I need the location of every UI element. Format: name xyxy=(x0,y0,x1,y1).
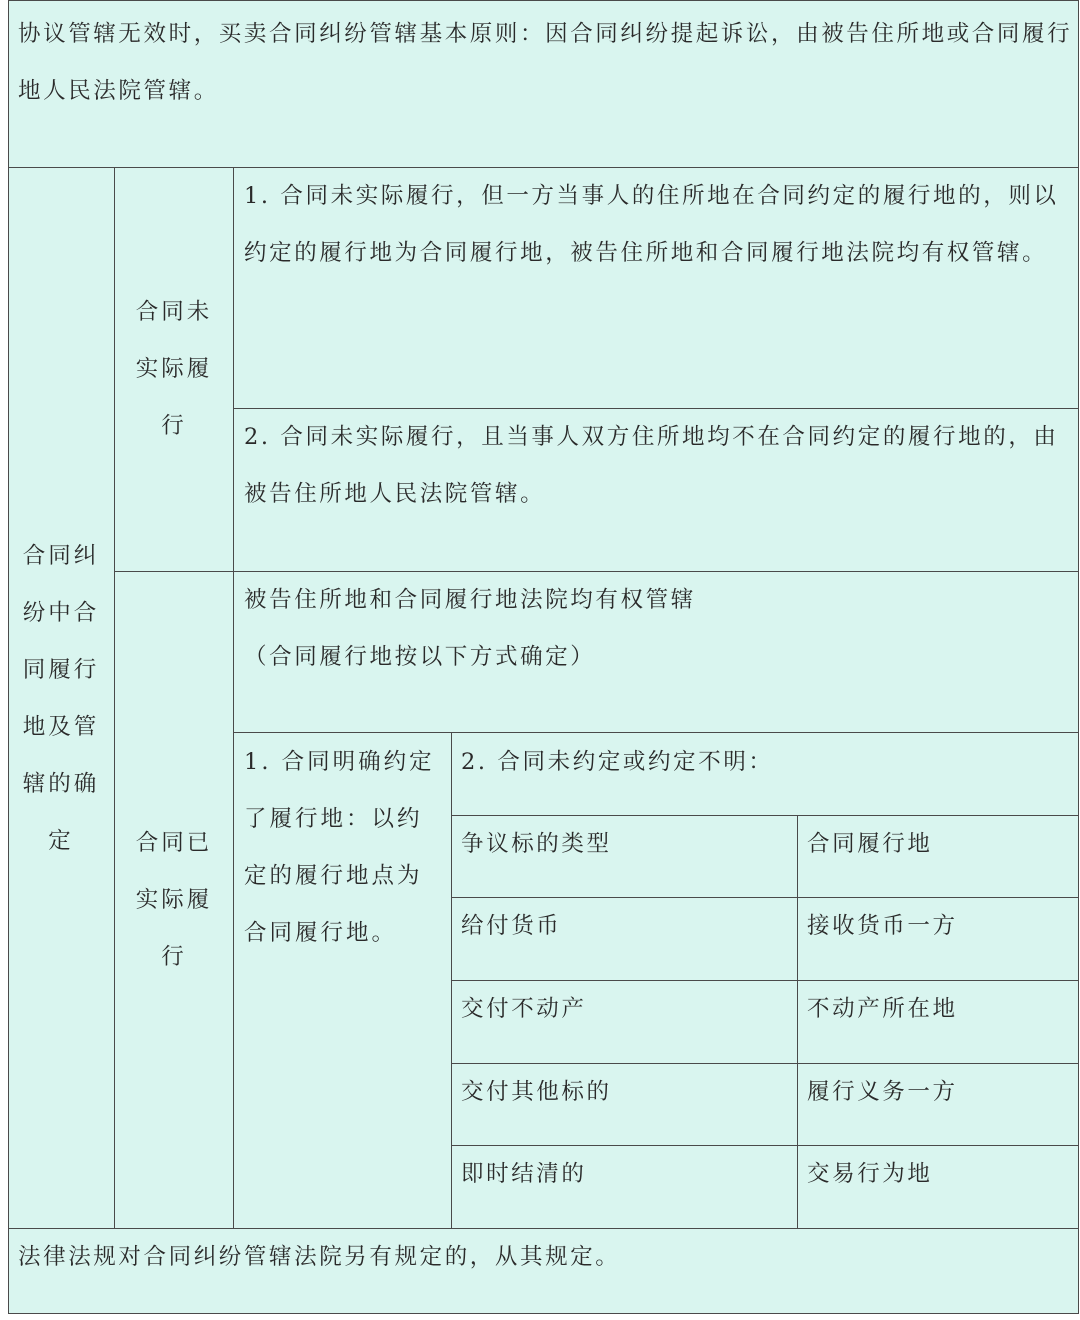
not-performed-label-line-2: 实际履 xyxy=(135,356,213,382)
border-right xyxy=(1078,0,1079,1314)
performed-intro-line-2: （合同履行地按以下方式确定） xyxy=(244,644,596,670)
not-performed-label-line-3: 行 xyxy=(161,413,187,439)
subtable-row-1-place: 接收货币一方 xyxy=(807,913,958,939)
performed-intro xyxy=(244,572,1074,686)
section-label-line-2: 纷中合 xyxy=(22,600,100,626)
subtable-row-3-type: 交付其他标的 xyxy=(461,1079,612,1105)
performed-label-line-1: 合同已 xyxy=(135,830,213,856)
performed-label-line-3: 行 xyxy=(161,944,187,970)
subtable-header-performance-place: 合同履行地 xyxy=(807,831,933,857)
top-row-text: 协议管辖无效时，买卖合同纠纷管辖基本原则：因合同纠纷提起诉讼，由被告住所地或合同履行地人民法院管辖。 xyxy=(18,21,1073,104)
rule-section-column xyxy=(114,167,115,1229)
performed-rule-1: 1. 合同明确约定了履行地：以约定的履行地点为合同履行地。 xyxy=(244,749,435,946)
border-top xyxy=(8,0,1079,1)
jurisdiction-table xyxy=(8,0,1079,1314)
rule-after-performed-intro xyxy=(233,732,1079,733)
section-label xyxy=(14,528,108,870)
rule-subtable-middle xyxy=(797,815,798,1229)
section-label-line-5: 辖的确 xyxy=(22,771,100,797)
subtable-row-4-type: 即时结清的 xyxy=(461,1161,587,1187)
not-performed-rule-1: 1. 合同未实际履行，但一方当事人的住所地在合同约定的履行地的，则以约定的履行地为合同履行地，被告住所地和合同履行地法院均有权管辖。 xyxy=(244,183,1059,266)
performed-intro-line-1: 被告住所地和合同履行地法院均有权管辖 xyxy=(244,587,696,613)
performed-label xyxy=(120,815,228,986)
border-left xyxy=(8,0,9,1314)
subtable-row-3-place: 履行义务一方 xyxy=(807,1079,958,1105)
subtable-row-2-type: 交付不动产 xyxy=(461,996,587,1022)
section-label-line-3: 同履行 xyxy=(22,657,100,683)
not-performed-label xyxy=(120,284,228,455)
section-label-line-6: 定 xyxy=(48,828,74,854)
rule-rule1-column xyxy=(451,732,452,1229)
subtable-row-2-place: 不动产所在地 xyxy=(807,996,958,1022)
subtable-row-1-type: 给付货币 xyxy=(461,913,562,939)
section-label-line-4: 地及管 xyxy=(22,714,100,740)
subtable-header-dispute-type: 争议标的类型 xyxy=(461,831,612,857)
border-bottom xyxy=(8,1313,1079,1314)
performed-label-line-2: 实际履 xyxy=(135,887,213,913)
bottom-row-text: 法律法规对合同纠纷管辖法院另有规定的，从其规定。 xyxy=(18,1244,621,1270)
not-performed-rule-2: 2. 合同未实际履行，且当事人双方住所地均不在合同约定的履行地的，由被告住所地人民法院管辖。 xyxy=(244,424,1059,507)
rule-label-column xyxy=(233,167,234,1229)
section-label-line-1: 合同纠 xyxy=(22,543,100,569)
subtable-row-4-place: 交易行为地 xyxy=(807,1161,933,1187)
not-performed-label-line-1: 合同未 xyxy=(135,299,213,325)
performed-rule-2-heading: 2. 合同未约定或约定不明： xyxy=(461,749,774,775)
